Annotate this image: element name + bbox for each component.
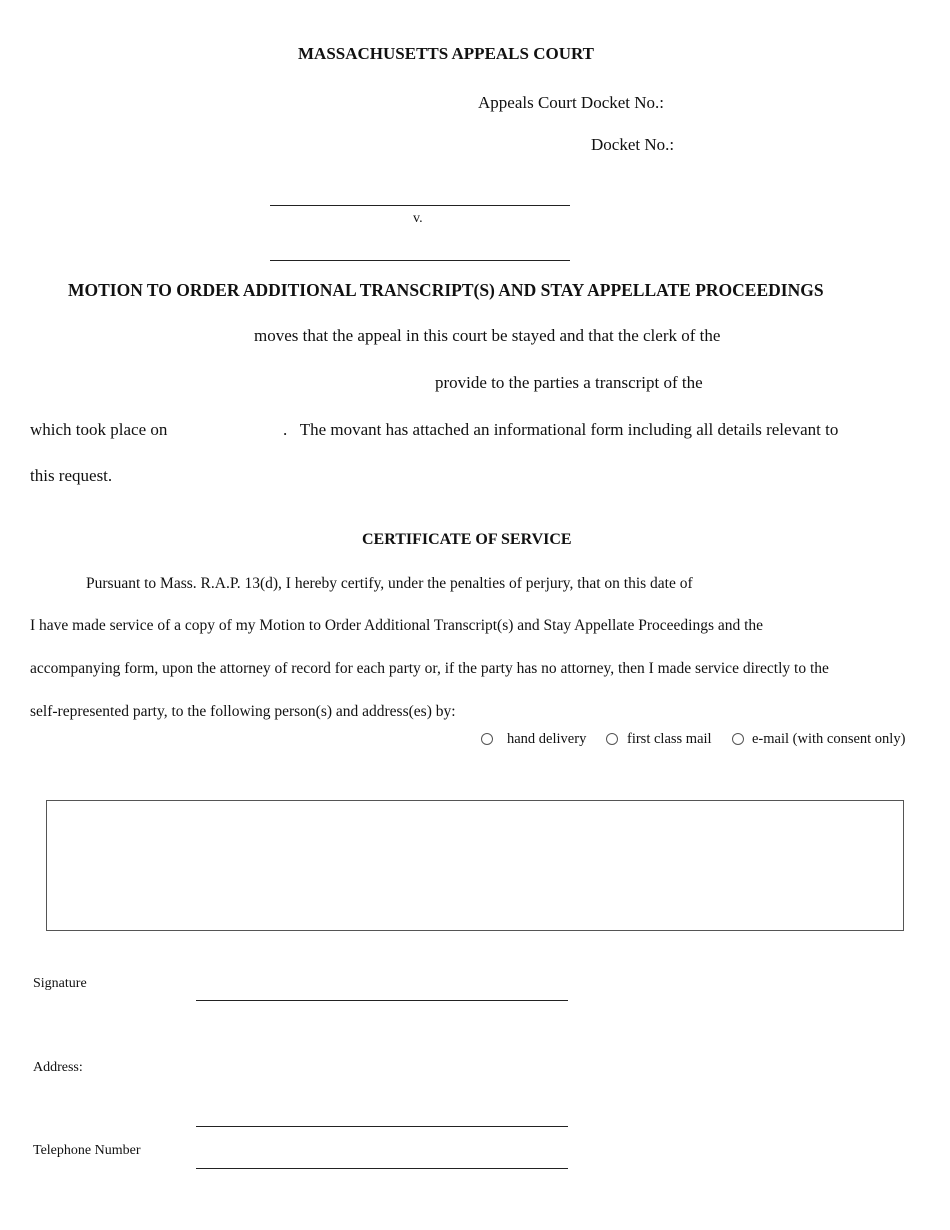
motion-line-4: this request.: [30, 466, 113, 485]
appeals-docket-label: Appeals Court Docket No.:: [478, 93, 665, 112]
hand-delivery-radio[interactable]: [481, 733, 493, 745]
motion-line-3-suffix: . The movant has attached an informational form including all details relevant to: [283, 420, 839, 439]
versus-text: v.: [413, 211, 423, 226]
plaintiff-line[interactable]: [270, 205, 570, 206]
service-addresses-textarea[interactable]: [46, 800, 904, 931]
motion-line-2: provide to the parties a transcript of the: [435, 373, 703, 392]
telephone-label: Telephone Number: [33, 1143, 141, 1158]
hand-delivery-label: hand delivery: [507, 731, 587, 747]
motion-line-1: moves that the appeal in this court be stayed and that the clerk of the: [254, 326, 721, 345]
certificate-title: CERTIFICATE OF SERVICE: [362, 531, 572, 548]
motion-line-3-prefix: which took place on: [30, 420, 168, 439]
certificate-line-3: accompanying form, upon the attorney of record for each party or, if the party has no attorney, then I made service directly to the: [30, 660, 829, 677]
docket-label: Docket No.:: [591, 135, 675, 154]
address-line[interactable]: [196, 1126, 568, 1127]
certificate-line-2: I have made service of a copy of my Motion to Order Additional Transcript(s) and Stay Appellate Proceedings and the: [30, 617, 764, 634]
first-class-mail-label: first class mail: [627, 731, 712, 747]
certificate-line-4: self-represented party, to the following person(s) and address(es) by:: [30, 703, 456, 720]
first-class-mail-radio[interactable]: [606, 733, 618, 745]
email-radio[interactable]: [732, 733, 744, 745]
email-label: e-mail (with consent only): [752, 731, 906, 747]
court-name: MASSACHUSETTS APPEALS COURT: [298, 44, 595, 63]
telephone-line[interactable]: [196, 1168, 568, 1169]
certificate-line-1: Pursuant to Mass. R.A.P. 13(d), I hereby certify, under the penalties of perjury, that on this date of: [86, 575, 693, 592]
signature-line[interactable]: [196, 1000, 568, 1001]
hearing-date-field[interactable]: [183, 418, 279, 442]
address-label: Address:: [33, 1060, 83, 1075]
motion-title: MOTION TO ORDER ADDITIONAL TRANSCRIPT(S) AND STAY APPELLATE PROCEEDINGS: [68, 280, 824, 300]
defendant-line[interactable]: [270, 260, 570, 261]
signature-label: Signature: [33, 976, 87, 991]
